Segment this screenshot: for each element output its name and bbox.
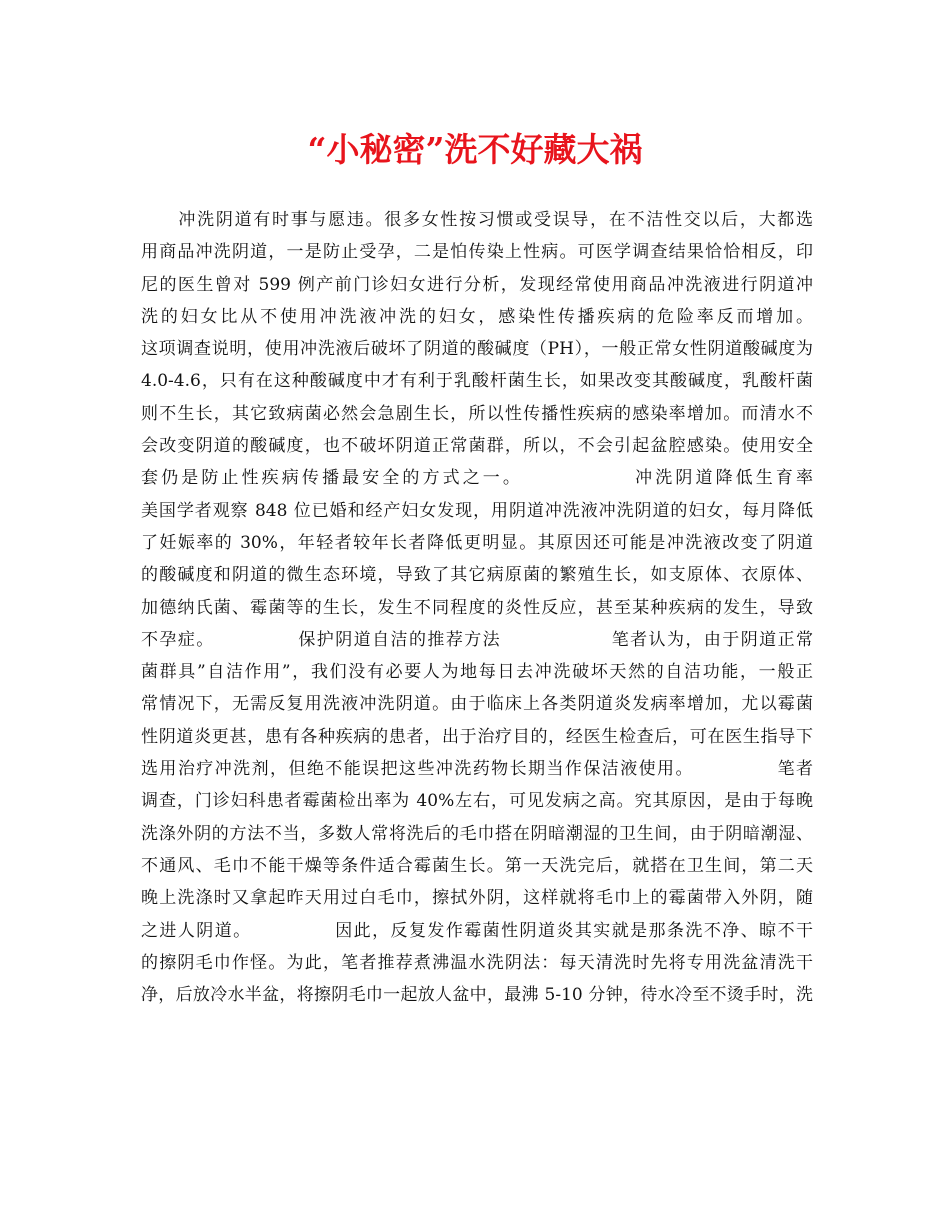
body-line: 的酸碱度和阴道的微生态环境，导致了其它病原菌的繁殖生长，如支原体、衣原体、	[141, 565, 813, 586]
body-line: 菌群具”自洁作用”，我们没有必要人为地每日去冲洗破坏天然的自洁功能，一般正	[141, 662, 813, 683]
body-line: 则不生长，其它致病菌必然会急剧生长，所以性传播性疾病的感染率增加。而清水不	[141, 403, 813, 424]
body-line: 不通风、毛巾不能干燥等条件适合霉菌生长。第一天洗完后，就搭在卫生间，第二天	[141, 855, 813, 876]
body-line: 常情况下，无需反复用洗液冲洗阴道。由于临床上各类阴道炎发病率增加，尤以霉菌	[141, 694, 813, 715]
body-line: 冲洗阴道有时事与愿违。很多女性按习惯或受误导，在不洁性交以后，大都选	[141, 210, 813, 230]
body-line: 加德纳氏菌、霉菌等的生长，发生不同程度的炎性反应，甚至某种疾病的发生，导致	[141, 597, 813, 618]
body-line: 了妊娠率的 30%，年轻者较年长者降低更明显。其原因还可能是冲洗液改变了阴道	[141, 532, 813, 553]
body-line: 用商品冲洗阴道，一是防止受孕，二是怕传染上性病。可医学调查结果恰恰相反，印	[141, 242, 813, 263]
body-line: 会改变阴道的酸碱度，也不破坏阴道正常菌群，所以，不会引起盆腔感染。使用安全	[141, 436, 813, 457]
body-line: 性阴道炎更甚，患有各种疾病的患者，出于治疗目的，经医生检查后，可在医生指导下	[141, 726, 813, 747]
body-line: 美国学者观察 848 位已婚和经产妇女发现，用阴道冲洗液冲洗阴道的妇女，每月降低	[141, 500, 813, 521]
body-line: 净，后放冷水半盆，将擦阴毛巾一起放人盆中，最沸 5-10 分钟，待水冷至不烫手时，洗	[141, 985, 813, 1006]
body-line: 不孕症。 保护阴道自洁的推荐方法 笔者认为，由于阴道正常	[141, 629, 813, 650]
body-line: 之进人阴道。 因此，反复发作霉菌性阴道炎其实就是那条洗不净、晾不干	[141, 920, 813, 941]
article-body	[141, 204, 813, 1011]
body-line: 套仍是防止性疾病传播最安全的方式之一。 冲洗阴道降低生育率	[141, 468, 813, 489]
body-line: 调查，门诊妇科患者霉菌检出率为 40%左右，可见发病之高。究其原因，是由于每晚	[141, 791, 813, 812]
body-line: 的擦阴毛巾作怪。为此，笔者推荐煮沸温水洗阴法：每天清洗时先将专用洗盆清洗干	[141, 952, 813, 973]
body-line: 尼的医生曾对 599 例产前门诊妇女进行分析，发现经常使用商品冲洗液进行阴道冲	[141, 274, 813, 295]
body-line: 这项调查说明，使用冲洗液后破坏了阴道的酸碱度（PH），一般正常女性阴道酸碱度为	[141, 339, 813, 360]
body-line: 洗的妇女比从不使用冲洗液冲洗的妇女，感染性传播疾病的危险率反而增加。	[141, 306, 813, 327]
document-title: “小秘密”洗不好藏大祸	[307, 130, 643, 169]
body-line: 选用治疗冲洗剂，但绝不能误把这些冲洗药物长期当作保洁液使用。 笔者	[141, 759, 813, 780]
body-line: 洗涤外阴的方法不当，多数人常将洗后的毛巾搭在阴暗潮湿的卫生间，由于阴暗潮湿、	[141, 823, 813, 844]
body-line: 4.0-4.6，只有在这种酸碱度中才有利于乳酸杆菌生长，如果改变其酸碱度，乳酸杆菌	[141, 371, 813, 392]
body-line: 晚上洗涤时又拿起昨天用过白毛巾，擦拭外阴，这样就将毛巾上的霉菌带入外阴，随	[141, 888, 813, 909]
